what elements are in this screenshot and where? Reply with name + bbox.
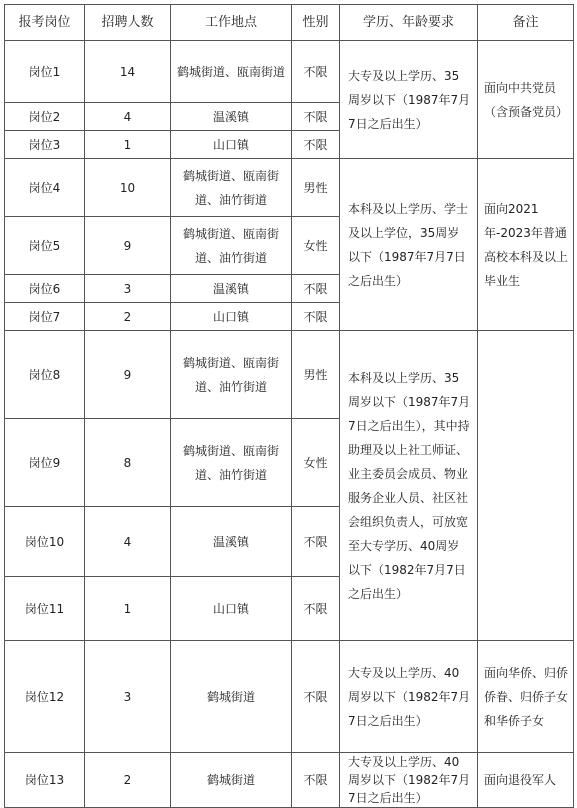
location-cell: 鹤城街道、瓯南街道、油竹街道 <box>171 419 292 507</box>
post-cell: 岗位1 <box>5 41 85 103</box>
location-cell: 鹤城街道、瓯南街道、油竹街道 <box>171 217 292 275</box>
requirement-cell: 大专及以上学历、40周岁以下（1982年7月7日之后出生） <box>340 753 478 808</box>
header-location: 工作地点 <box>171 5 292 41</box>
gender-cell: 不限 <box>292 507 340 577</box>
location-cell: 鹤城街道 <box>171 753 292 808</box>
requirement-cell: 本科及以上学历、学士及以上学位，35周岁以下（1987年7月7日之后出生） <box>340 159 478 331</box>
location-cell: 温溪镇 <box>171 275 292 303</box>
header-post: 报考岗位 <box>5 5 85 41</box>
note-cell: 面向2021年-2023年普通高校本科及以上毕业生 <box>478 159 574 331</box>
count-cell: 10 <box>85 159 171 217</box>
header-notes: 备注 <box>478 5 574 41</box>
count-cell: 4 <box>85 507 171 577</box>
table-row <box>5 331 574 419</box>
location-cell: 山口镇 <box>171 131 292 159</box>
location-cell: 鹤城街道、瓯南街道、油竹街道 <box>171 331 292 419</box>
post-cell: 岗位13 <box>5 753 85 808</box>
table-row <box>5 159 574 217</box>
count-cell: 3 <box>85 275 171 303</box>
location-cell: 鹤城街道、瓯南街道、油竹街道 <box>171 159 292 217</box>
requirement-cell: 大专及以上学历、40周岁以下（1982年7月7日之后出生） <box>340 641 478 753</box>
count-cell: 1 <box>85 577 171 641</box>
recruitment-table <box>4 4 574 808</box>
location-cell: 温溪镇 <box>171 103 292 131</box>
post-cell: 岗位9 <box>5 419 85 507</box>
gender-cell: 女性 <box>292 419 340 507</box>
gender-cell: 不限 <box>292 641 340 753</box>
count-cell: 1 <box>85 131 171 159</box>
header-count: 招聘人数 <box>85 5 171 41</box>
location-cell: 山口镇 <box>171 303 292 331</box>
gender-cell: 不限 <box>292 41 340 103</box>
header-row <box>5 5 574 41</box>
note-cell: 面向退役军人 <box>478 753 574 808</box>
count-cell: 4 <box>85 103 171 131</box>
count-cell: 14 <box>85 41 171 103</box>
header-requirements: 学历、年龄要求 <box>340 5 478 41</box>
post-cell: 岗位10 <box>5 507 85 577</box>
gender-cell: 不限 <box>292 275 340 303</box>
count-cell: 8 <box>85 419 171 507</box>
note-cell: 面向中共党员（含预备党员） <box>478 41 574 159</box>
post-cell: 岗位8 <box>5 331 85 419</box>
table-row <box>5 41 574 103</box>
post-cell: 岗位7 <box>5 303 85 331</box>
count-cell: 9 <box>85 217 171 275</box>
post-cell: 岗位2 <box>5 103 85 131</box>
note-cell <box>478 331 574 641</box>
count-cell: 2 <box>85 303 171 331</box>
post-cell: 岗位4 <box>5 159 85 217</box>
location-cell: 山口镇 <box>171 577 292 641</box>
location-cell: 温溪镇 <box>171 507 292 577</box>
count-cell: 2 <box>85 753 171 808</box>
gender-cell: 不限 <box>292 303 340 331</box>
post-cell: 岗位12 <box>5 641 85 753</box>
location-cell: 鹤城街道 <box>171 641 292 753</box>
table-row <box>5 641 574 753</box>
requirement-cell: 本科及以上学历、35周岁以下（1987年7月7日之后出生），其中持助理及以上社工师证、业主委员会成员、物业服务企业人员、社区社会组织负责人，可放宽至大专学历、40周岁以下（1982年7月7日之后出生） <box>340 331 478 641</box>
post-cell: 岗位5 <box>5 217 85 275</box>
gender-cell: 女性 <box>292 217 340 275</box>
header-gender: 性别 <box>292 5 340 41</box>
requirement-cell: 大专及以上学历、35周岁以下（1987年7月7日之后出生） <box>340 41 478 159</box>
note-cell: 面向华侨、归侨侨眷、归侨子女和华侨子女 <box>478 641 574 753</box>
gender-cell: 不限 <box>292 577 340 641</box>
count-cell: 3 <box>85 641 171 753</box>
location-cell: 鹤城街道、瓯南街道 <box>171 41 292 103</box>
post-cell: 岗位6 <box>5 275 85 303</box>
table-row <box>5 753 574 808</box>
gender-cell: 不限 <box>292 131 340 159</box>
gender-cell: 男性 <box>292 331 340 419</box>
gender-cell: 不限 <box>292 753 340 808</box>
gender-cell: 男性 <box>292 159 340 217</box>
gender-cell: 不限 <box>292 103 340 131</box>
post-cell: 岗位11 <box>5 577 85 641</box>
count-cell: 9 <box>85 331 171 419</box>
post-cell: 岗位3 <box>5 131 85 159</box>
